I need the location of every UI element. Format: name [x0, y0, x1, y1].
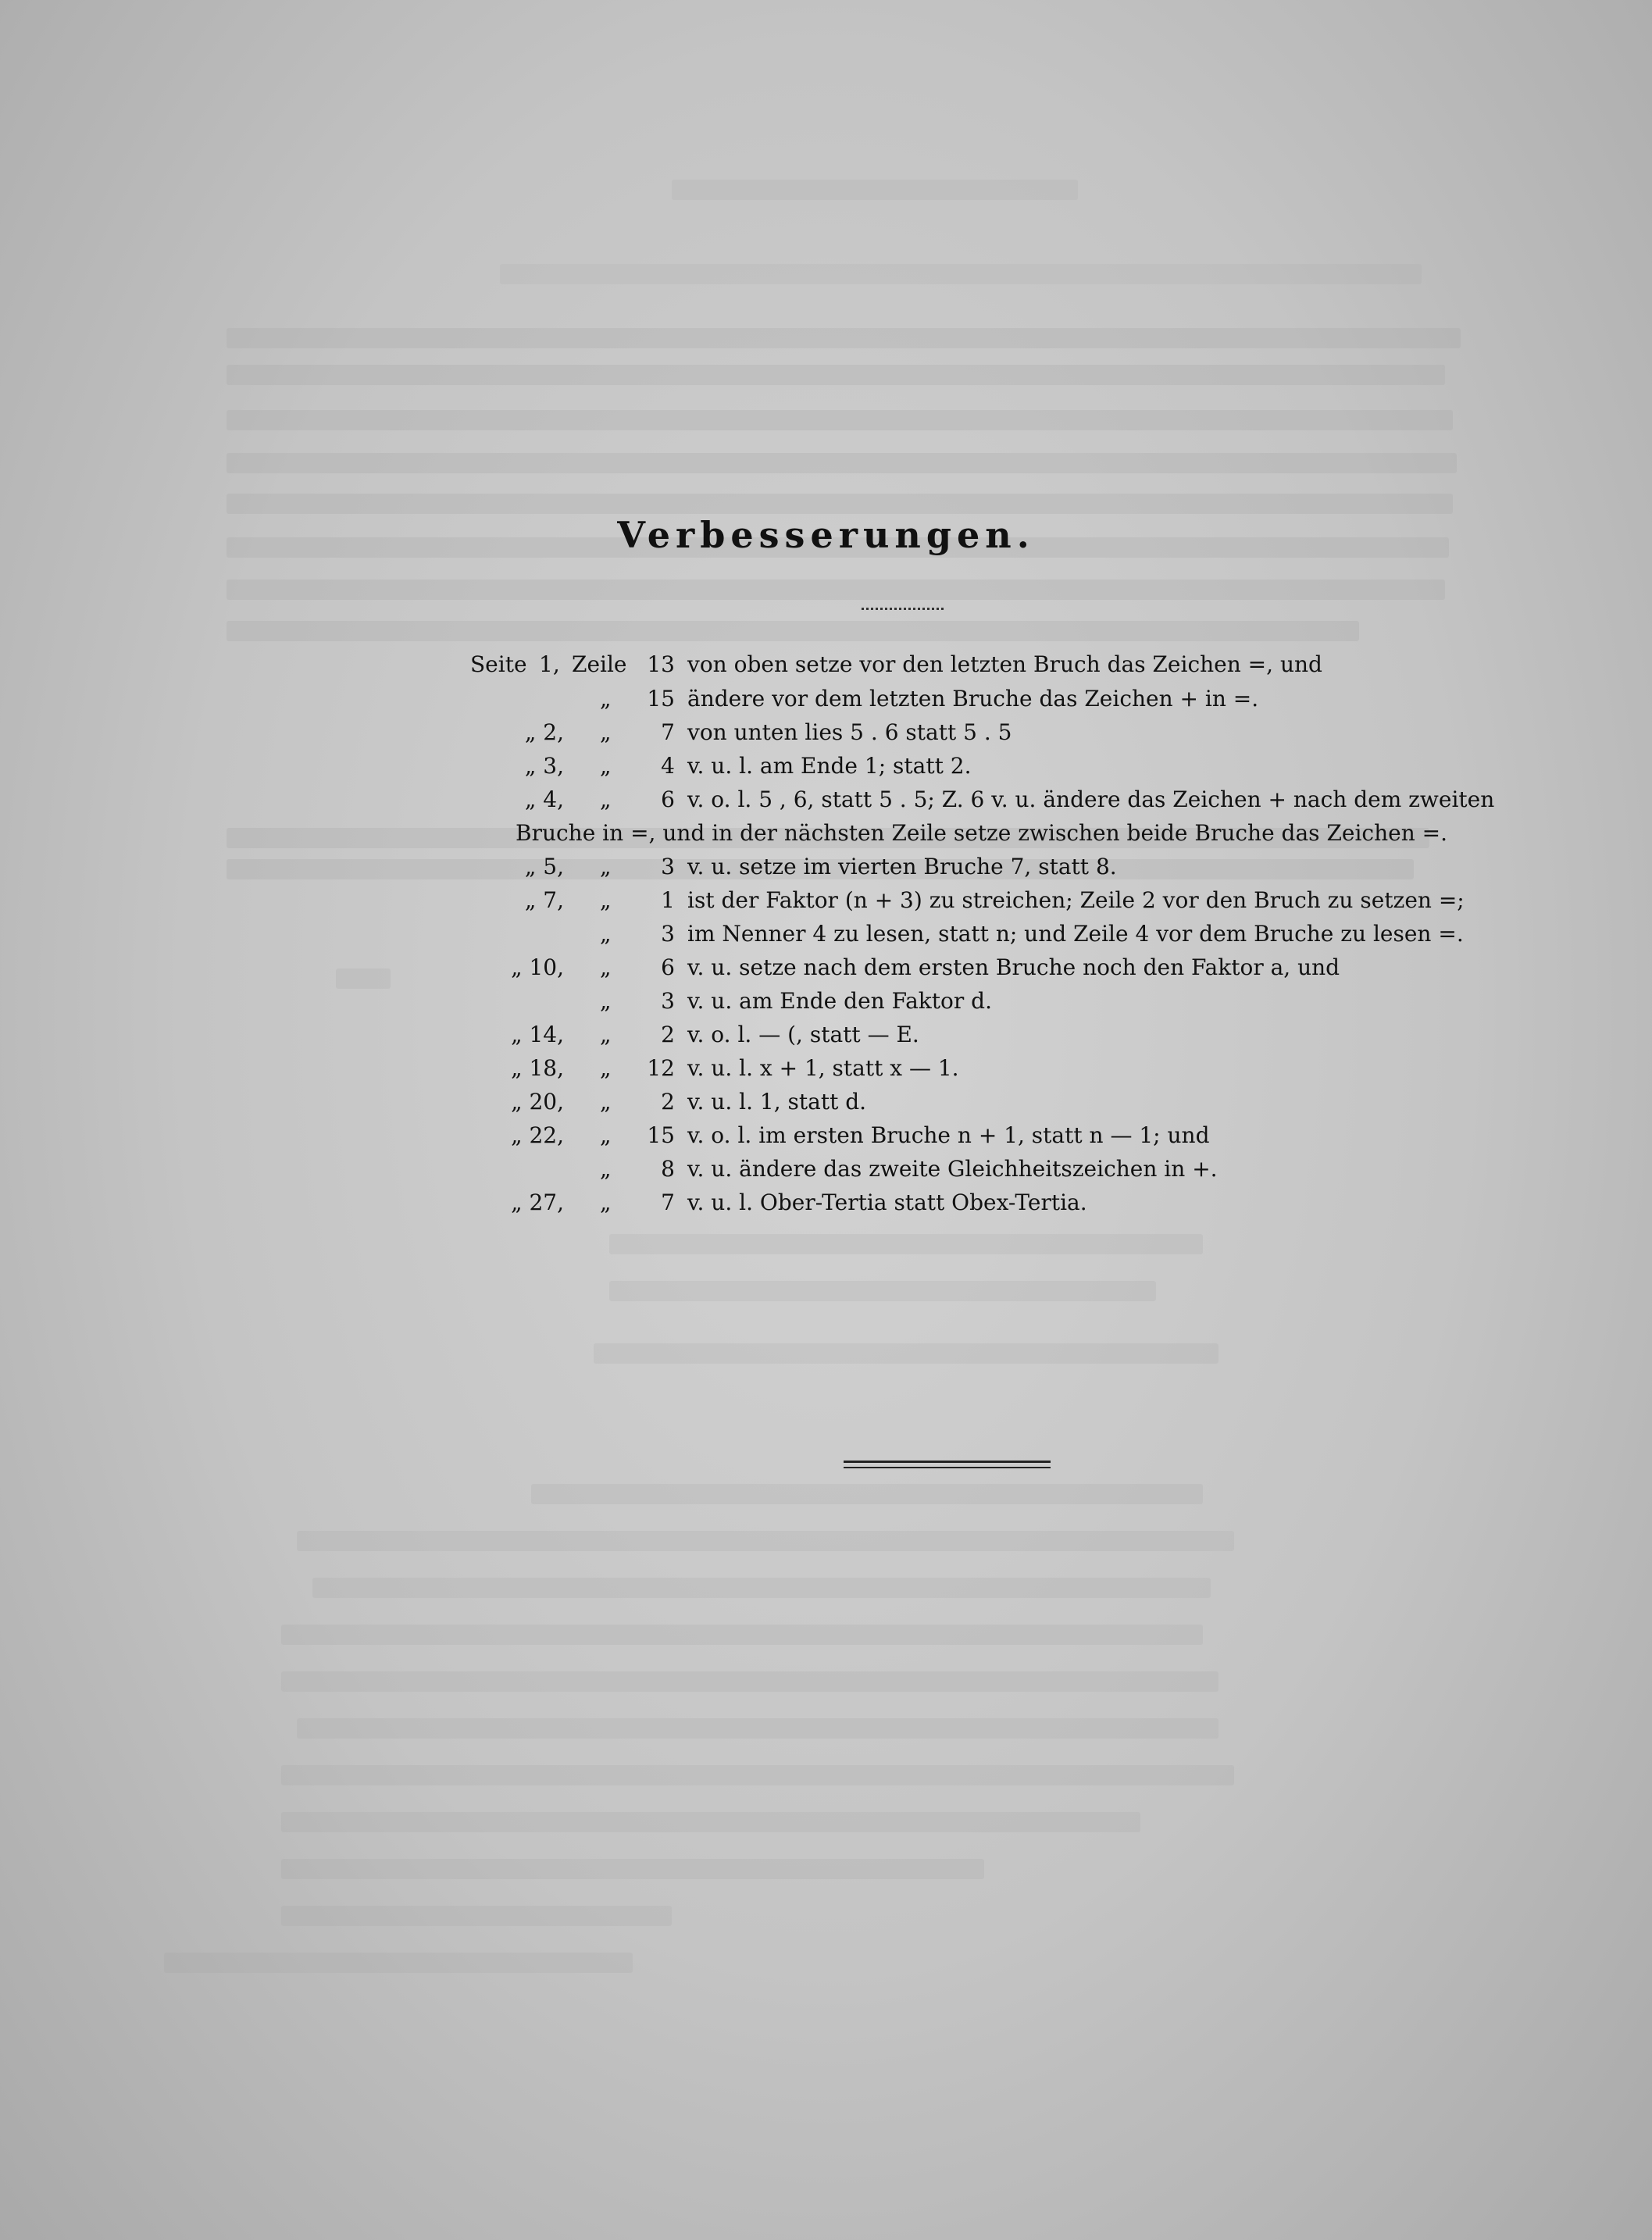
ditto-mark: „ — [600, 887, 612, 913]
errata-row-continuation — [0, 816, 1652, 851]
errata-row — [0, 951, 1652, 985]
errata-line: 2 — [661, 1022, 675, 1047]
errata-text: v. u. l. 1, statt d. — [687, 1089, 867, 1115]
errata-row — [0, 1018, 1652, 1052]
ditto-mark: „ — [600, 719, 612, 745]
errata-row — [0, 883, 1652, 918]
errata-text: v. u. l. x + 1, statt x — 1. — [687, 1055, 959, 1081]
errata-page: „ 20, — [511, 1089, 564, 1115]
errata-line: 13 — [647, 651, 675, 677]
errata-line: 3 — [661, 921, 675, 947]
errata-line: 7 — [661, 719, 675, 745]
ditto-mark: „ — [600, 954, 612, 980]
errata-row — [0, 1118, 1652, 1153]
errata-text: im Nenner 4 zu lesen, statt n; und Zeile 4 vor dem Bruche zu lesen =. — [687, 921, 1464, 947]
errata-text: von oben setze vor den letzten Bruch das Zeichen =, und — [687, 651, 1322, 677]
ditto-mark: „ — [600, 1122, 612, 1148]
errata-page: „ 18, — [511, 1055, 564, 1081]
errata-row — [0, 917, 1652, 951]
errata-text: ändere vor dem letzten Bruche das Zeichen + in =. — [687, 686, 1259, 712]
errata-row — [0, 749, 1652, 783]
errata-text: v. o. l. — (, statt — E. — [687, 1022, 919, 1047]
errata-row — [0, 1085, 1652, 1119]
errata-text: v. u. l. am Ende 1; statt 2. — [687, 753, 972, 779]
errata-line: 6 — [661, 786, 675, 812]
errata-row — [0, 715, 1652, 750]
errata-row — [0, 1186, 1652, 1220]
errata-line: 6 — [661, 954, 675, 980]
errata-page: „ 22, — [511, 1122, 564, 1148]
closing-rule — [844, 1461, 1051, 1468]
errata-row — [0, 682, 1652, 716]
errata-page: „ 5, — [524, 854, 564, 879]
ditto-mark: „ — [600, 1190, 612, 1215]
errata-page: „ 14, — [511, 1022, 564, 1047]
errata-text: v. u. l. Ober-Tertia statt Obex-Tertia. — [687, 1190, 1087, 1215]
errata-text: v. o. l. im ersten Bruche n + 1, statt n — 1; und — [687, 1122, 1210, 1148]
errata-line: 15 — [647, 686, 675, 712]
errata-text: ist der Faktor (n + 3) zu streichen; Zeile 2 vor den Bruch zu setzen =; — [687, 887, 1465, 913]
errata-page: „ 3, — [524, 753, 564, 779]
ditto-mark: „ — [600, 1089, 612, 1115]
ditto-mark: „ — [600, 921, 612, 947]
errata-text: v. u. am Ende den Faktor d. — [687, 988, 992, 1014]
errata-page: „ 7, — [524, 887, 564, 913]
errata-line: 7 — [661, 1190, 675, 1215]
ditto-mark: „ — [600, 854, 612, 879]
errata-row — [0, 783, 1652, 817]
ditto-mark: „ — [600, 988, 612, 1014]
errata-line: 8 — [661, 1156, 675, 1182]
errata-line: 12 — [647, 1055, 675, 1081]
errata-page: „ 10, — [511, 954, 564, 980]
errata-row — [0, 1152, 1652, 1186]
ditto-mark: „ — [600, 686, 612, 712]
errata-row — [0, 647, 1652, 682]
errata-page: „ 27, — [511, 1190, 564, 1215]
errata-page: „ 2, — [524, 719, 564, 745]
errata-row — [0, 984, 1652, 1018]
zeile-label: Zeile — [572, 651, 627, 677]
errata-line: 3 — [661, 854, 675, 879]
errata-line: 2 — [661, 1089, 675, 1115]
errata-line: 15 — [647, 1122, 675, 1148]
errata-text: von unten lies 5 . 6 statt 5 . 5 — [687, 719, 1012, 745]
errata-row — [0, 850, 1652, 884]
errata-text: v. u. ändere das zweite Gleichheitszeichen in +. — [687, 1156, 1218, 1182]
errata-text: v. u. setze nach dem ersten Bruche noch den Faktor a, und — [687, 954, 1340, 980]
errata-text: v. u. setze im vierten Bruche 7, statt 8. — [687, 854, 1117, 879]
ditto-mark: „ — [600, 1022, 612, 1047]
errata-line: 4 — [661, 753, 675, 779]
errata-page: 1, — [539, 651, 560, 677]
errata-page: „ 4, — [524, 786, 564, 812]
ditto-mark: „ — [600, 753, 612, 779]
errata-text: Bruche in =, und in der nächsten Zeile setze zwischen beide Bruche das Zeichen =. — [516, 820, 1448, 846]
seite-label: Seite — [470, 651, 527, 677]
errata-text: v. o. l. 5 , 6, statt 5 . 5; Z. 6 v. u. ändere das Zeichen + nach dem zweiten — [687, 786, 1495, 812]
errata-line: 3 — [661, 988, 675, 1014]
errata-line: 1 — [661, 887, 675, 913]
ditto-mark: „ — [600, 1156, 612, 1182]
errata-row — [0, 1051, 1652, 1086]
ditto-mark: „ — [600, 1055, 612, 1081]
errata-heading: Verbesserungen. — [617, 514, 1035, 556]
ditto-mark: „ — [600, 786, 612, 812]
